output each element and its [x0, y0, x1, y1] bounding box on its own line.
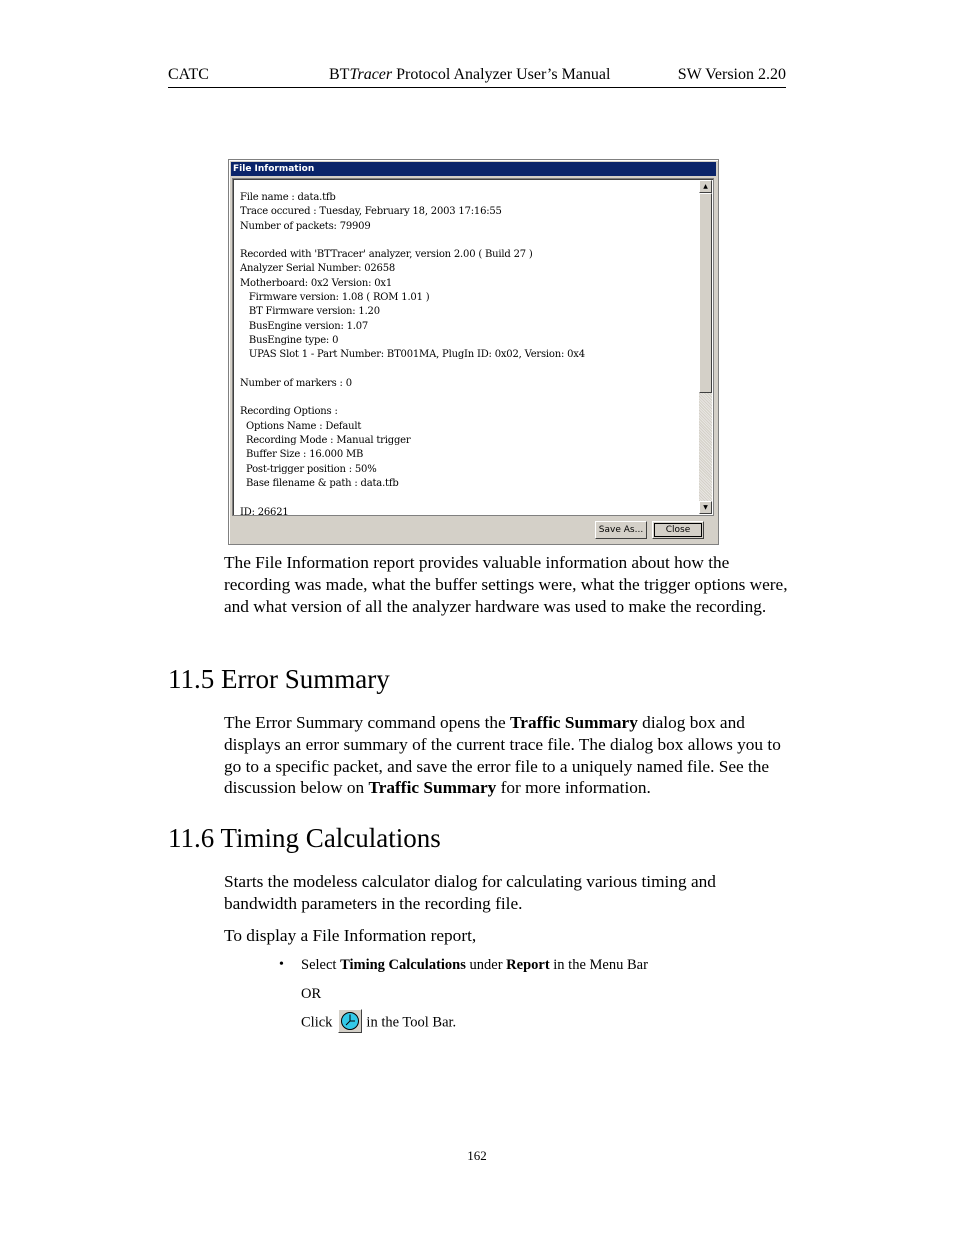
- click-instruction: Click in the Tool Bar.: [301, 1011, 456, 1035]
- scroll-thumb[interactable]: [699, 193, 712, 393]
- bullet-text: Select Timing Calculations under Report in the Menu Bar: [301, 957, 648, 973]
- file-info-line: [240, 391, 695, 405]
- header-version: SW Version 2.20: [677, 66, 786, 83]
- file-info-line: Base filename & path : data.tfb: [240, 477, 399, 489]
- file-info-line: [240, 491, 695, 505]
- page-number: 162: [467, 1148, 487, 1163]
- scroll-down-icon[interactable]: ▼: [699, 501, 712, 514]
- file-info-line: BusEngine version: 1.07: [240, 320, 369, 332]
- scroll-up-icon[interactable]: ▲: [699, 180, 712, 193]
- file-info-line: Number of packets: 79909: [240, 220, 371, 232]
- file-info-line: Motherboard: 0x2 Version: 0x1: [240, 277, 392, 289]
- file-info-textbox[interactable]: [232, 178, 714, 516]
- file-info-line: Post-trigger position : 50%: [240, 463, 377, 475]
- file-info-line: Recorded with 'BTTracer' analyzer, version 2.00 ( Build 27 ): [240, 249, 533, 261]
- file-info-line: Recording Options :: [240, 406, 338, 418]
- page-header: [168, 65, 786, 88]
- file-info-line: File name : data.tfb: [240, 192, 336, 203]
- error-summary-paragraph: The Error Summary command opens the Traffic Summary dialog box and displays an error summary of the current trace file. The dialog box allows you to go to a specific packet, and save the error file to a uniquely named file. See the discussion below on Traffic Summary for more information.: [224, 713, 781, 798]
- file-info-line: Trace occured : Tuesday, February 18, 2003 17:16:55: [240, 206, 502, 218]
- heading-timing-calculations: 11.6 Timing Calculations: [168, 823, 441, 853]
- file-info-line: ID: 26621: [240, 506, 289, 516]
- file-info-line: Options Name : Default: [240, 420, 362, 432]
- heading-error-summary: 11.5 Error Summary: [168, 664, 390, 694]
- file-info-line: Buffer Size : 16.000 MB: [240, 449, 364, 461]
- file-info-line: [240, 234, 695, 248]
- header-title: BTTracer Protocol Analyzer User’s Manual: [329, 66, 611, 83]
- file-information-dialog: [228, 159, 719, 545]
- timing-paragraph: Starts the modeless calculator dialog for calculating various timing and bandwidth parameters in the recording file.: [224, 872, 716, 913]
- file-info-line: Recording Mode : Manual trigger: [240, 435, 411, 447]
- clock-icon[interactable]: [338, 1009, 362, 1033]
- instruction-text: To display a File Information report,: [224, 926, 477, 945]
- dialog-titlebar: File Information: [231, 162, 716, 176]
- intro-paragraph: The File Information report provides valuable information about how the recording was made, what the buffer settings were, what the trigger options were, and what version of all the analyzer hardware was used to make the recording.: [224, 553, 788, 616]
- close-button[interactable]: Close: [652, 521, 704, 539]
- file-info-lines: [240, 191, 695, 516]
- or-text: OR: [301, 986, 322, 1002]
- file-info-line: UPAS Slot 1 - Part Number: BT001MA, PlugIn ID: 0x02, Version: 0x4: [240, 349, 585, 361]
- header-left: CATC: [168, 66, 209, 83]
- save-as-button[interactable]: Save As...: [595, 521, 647, 539]
- file-info-line: Firmware version: 1.08 ( ROM 1.01 ): [240, 292, 430, 304]
- file-info-line: BusEngine type: 0: [240, 334, 339, 346]
- vertical-scrollbar[interactable]: [699, 180, 712, 514]
- file-info-line: Number of markers : 0: [240, 377, 352, 389]
- file-info-line: [240, 363, 695, 377]
- file-info-line: BT Firmware version: 1.20: [240, 306, 380, 318]
- file-info-line: Analyzer Serial Number: 02658: [240, 263, 396, 275]
- bullet-icon: •: [279, 957, 284, 972]
